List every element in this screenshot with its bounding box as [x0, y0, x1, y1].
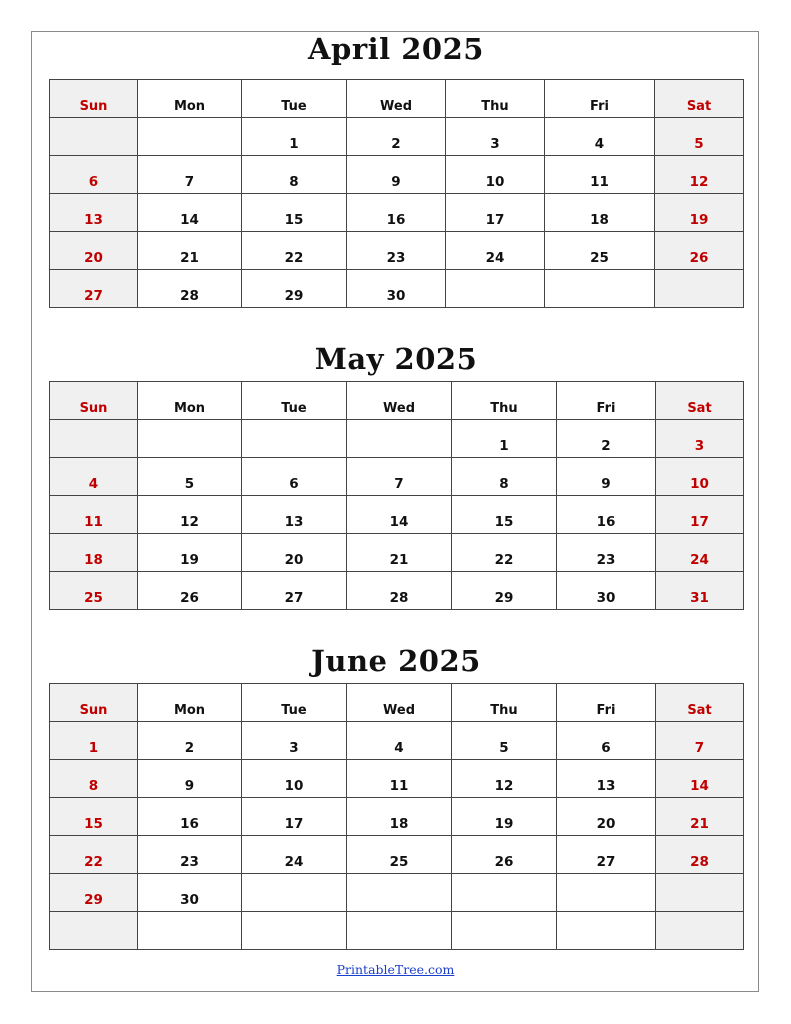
- day-cell: 12: [138, 496, 242, 534]
- day-cell: 26: [452, 836, 557, 874]
- day-cell: 27: [557, 836, 656, 874]
- weekday-label: Fri: [557, 382, 656, 420]
- day-cell: 8: [452, 458, 557, 496]
- month-title: June 2025: [311, 644, 481, 678]
- day-cell: [50, 118, 138, 156]
- day-cell: 17: [446, 194, 545, 232]
- day-cell: 24: [446, 232, 545, 270]
- day-cell: 22: [452, 534, 557, 572]
- day-cell: [242, 912, 347, 950]
- week-row: [50, 156, 744, 194]
- day-cell: 14: [656, 760, 744, 798]
- week-row: [50, 572, 744, 610]
- week-row: [50, 912, 744, 950]
- day-cell: [446, 270, 545, 308]
- day-cell: 2: [557, 420, 656, 458]
- day-cell: 29: [452, 572, 557, 610]
- day-cell: 28: [656, 836, 744, 874]
- week-row: [50, 874, 744, 912]
- day-cell: 22: [50, 836, 138, 874]
- day-cell: 1: [242, 118, 347, 156]
- weekday-label: Mon: [138, 382, 242, 420]
- day-cell: 13: [557, 760, 656, 798]
- month-grid: [49, 79, 744, 308]
- day-cell: 12: [452, 760, 557, 798]
- day-cell: 16: [138, 798, 242, 836]
- week-row: [50, 118, 744, 156]
- day-cell: [242, 420, 347, 458]
- day-cell: 2: [347, 118, 446, 156]
- day-cell: 24: [242, 836, 347, 874]
- day-cell: [656, 874, 744, 912]
- day-cell: [347, 912, 452, 950]
- day-cell: 3: [656, 420, 744, 458]
- day-cell: 4: [545, 118, 655, 156]
- day-cell: 11: [50, 496, 138, 534]
- weekday-label: Fri: [545, 80, 655, 118]
- week-row: [50, 496, 744, 534]
- day-cell: 6: [50, 156, 138, 194]
- day-cell: 16: [557, 496, 656, 534]
- day-cell: 16: [347, 194, 446, 232]
- day-cell: 19: [452, 798, 557, 836]
- day-cell: 19: [138, 534, 242, 572]
- day-cell: 15: [50, 798, 138, 836]
- day-cell: 20: [242, 534, 347, 572]
- weekday-label: Tue: [242, 80, 347, 118]
- day-cell: 23: [557, 534, 656, 572]
- month-title: May 2025: [314, 342, 478, 376]
- day-cell: [655, 270, 744, 308]
- day-cell: 5: [452, 722, 557, 760]
- weekday-header-row: [50, 684, 744, 722]
- day-cell: 30: [347, 270, 446, 308]
- day-cell: 29: [50, 874, 138, 912]
- day-cell: 7: [656, 722, 744, 760]
- week-row: [50, 270, 744, 308]
- day-cell: [656, 912, 744, 950]
- day-cell: 20: [557, 798, 656, 836]
- week-row: [50, 458, 744, 496]
- day-cell: 1: [50, 722, 138, 760]
- week-row: [50, 760, 744, 798]
- day-cell: 21: [656, 798, 744, 836]
- day-cell: 7: [138, 156, 242, 194]
- week-row: [50, 798, 744, 836]
- day-cell: 3: [242, 722, 347, 760]
- day-cell: 28: [138, 270, 242, 308]
- weekday-label: Sat: [656, 382, 744, 420]
- day-cell: 30: [138, 874, 242, 912]
- weekday-label: Sun: [50, 684, 138, 722]
- month-title: April 2025: [308, 32, 484, 66]
- day-cell: [138, 912, 242, 950]
- day-cell: 18: [347, 798, 452, 836]
- weekday-label: Mon: [138, 684, 242, 722]
- day-cell: 4: [50, 458, 138, 496]
- day-cell: 6: [242, 458, 347, 496]
- day-cell: 7: [347, 458, 452, 496]
- weekday-label: Sun: [50, 382, 138, 420]
- day-cell: 10: [446, 156, 545, 194]
- day-cell: [138, 118, 242, 156]
- day-cell: 23: [347, 232, 446, 270]
- day-cell: 21: [347, 534, 452, 572]
- day-cell: 27: [50, 270, 138, 308]
- day-cell: 9: [557, 458, 656, 496]
- day-cell: 13: [242, 496, 347, 534]
- weekday-label: Tue: [242, 382, 347, 420]
- month-grid: [49, 381, 744, 610]
- day-cell: [557, 874, 656, 912]
- day-cell: [242, 874, 347, 912]
- day-cell: 14: [347, 496, 452, 534]
- weekday-label: Thu: [446, 80, 545, 118]
- week-row: [50, 836, 744, 874]
- weekday-label: Mon: [138, 80, 242, 118]
- day-cell: 25: [347, 836, 452, 874]
- week-row: [50, 534, 744, 572]
- day-cell: 1: [452, 420, 557, 458]
- month-grid: [49, 683, 744, 950]
- day-cell: 28: [347, 572, 452, 610]
- weekday-label: Wed: [347, 80, 446, 118]
- day-cell: [50, 420, 138, 458]
- day-cell: 9: [347, 156, 446, 194]
- day-cell: 31: [656, 572, 744, 610]
- day-cell: 17: [656, 496, 744, 534]
- day-cell: 26: [655, 232, 744, 270]
- day-cell: [347, 874, 452, 912]
- day-cell: [138, 420, 242, 458]
- day-cell: 8: [242, 156, 347, 194]
- day-cell: 14: [138, 194, 242, 232]
- day-cell: 29: [242, 270, 347, 308]
- week-row: [50, 722, 744, 760]
- day-cell: [545, 270, 655, 308]
- day-cell: 2: [138, 722, 242, 760]
- day-cell: 5: [655, 118, 744, 156]
- day-cell: 20: [50, 232, 138, 270]
- day-cell: 15: [242, 194, 347, 232]
- weekday-header-row: [50, 80, 744, 118]
- day-cell: 18: [545, 194, 655, 232]
- day-cell: 26: [138, 572, 242, 610]
- day-cell: 22: [242, 232, 347, 270]
- day-cell: 5: [138, 458, 242, 496]
- weekday-label: Tue: [242, 684, 347, 722]
- day-cell: 3: [446, 118, 545, 156]
- day-cell: 25: [50, 572, 138, 610]
- weekday-label: Sun: [50, 80, 138, 118]
- day-cell: 10: [656, 458, 744, 496]
- day-cell: 18: [50, 534, 138, 572]
- weekday-label: Wed: [347, 684, 452, 722]
- day-cell: 6: [557, 722, 656, 760]
- day-cell: [452, 874, 557, 912]
- weekday-label: Wed: [347, 382, 452, 420]
- day-cell: 11: [347, 760, 452, 798]
- day-cell: 24: [656, 534, 744, 572]
- day-cell: 23: [138, 836, 242, 874]
- day-cell: [452, 912, 557, 950]
- day-cell: 15: [452, 496, 557, 534]
- footer-link[interactable]: PrintableTree.com: [336, 962, 455, 977]
- day-cell: 13: [50, 194, 138, 232]
- day-cell: 4: [347, 722, 452, 760]
- weekday-label: Sat: [656, 684, 744, 722]
- day-cell: [557, 912, 656, 950]
- day-cell: 8: [50, 760, 138, 798]
- day-cell: 25: [545, 232, 655, 270]
- day-cell: 27: [242, 572, 347, 610]
- day-cell: 17: [242, 798, 347, 836]
- week-row: [50, 420, 744, 458]
- weekday-label: Thu: [452, 382, 557, 420]
- weekday-label: Thu: [452, 684, 557, 722]
- day-cell: 30: [557, 572, 656, 610]
- day-cell: 9: [138, 760, 242, 798]
- week-row: [50, 232, 744, 270]
- day-cell: [347, 420, 452, 458]
- week-row: [50, 194, 744, 232]
- day-cell: 21: [138, 232, 242, 270]
- day-cell: 11: [545, 156, 655, 194]
- day-cell: 19: [655, 194, 744, 232]
- day-cell: [50, 912, 138, 950]
- day-cell: 12: [655, 156, 744, 194]
- weekday-label: Fri: [557, 684, 656, 722]
- weekday-header-row: [50, 382, 744, 420]
- day-cell: 10: [242, 760, 347, 798]
- weekday-label: Sat: [655, 80, 744, 118]
